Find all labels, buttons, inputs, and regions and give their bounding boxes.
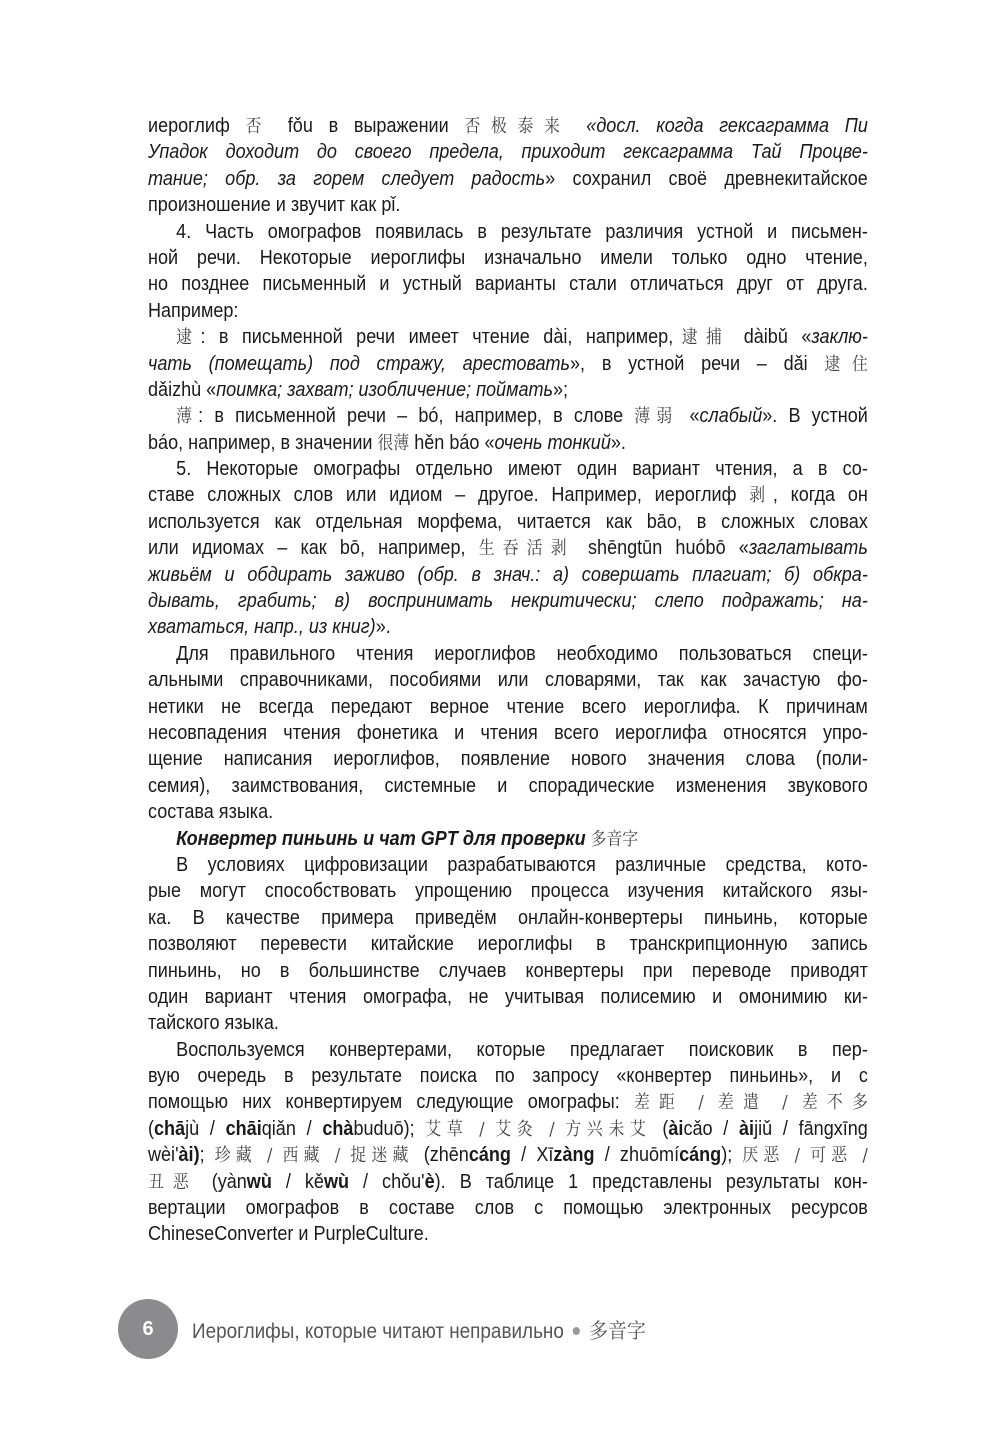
text-line bbox=[148, 720, 868, 746]
chinese-text: 差距 / 差遣 / 差不多 bbox=[633, 1092, 868, 1114]
text-run: используется как отдельная морфема, читается как bāo, в сложных словах bbox=[148, 509, 868, 533]
text-run: wèi' bbox=[148, 1143, 179, 1167]
page-footer bbox=[118, 1299, 818, 1359]
text-run: Например: bbox=[148, 298, 239, 322]
text-run: ка. В качестве примера приведём онлайн-конвертеры пиньинь, которые bbox=[148, 905, 868, 929]
text-run: « bbox=[678, 404, 700, 428]
text-run: jù / bbox=[185, 1116, 226, 1140]
text-run: слабый bbox=[699, 404, 763, 428]
running-title-text: Иероглифы, которые читают неправильно bbox=[192, 1320, 564, 1343]
text-run: Для правильного чтения иероглифов необходимо пользоваться специ- bbox=[176, 641, 868, 665]
text-line bbox=[148, 641, 868, 667]
text-run: chā bbox=[154, 1116, 186, 1140]
text-line bbox=[148, 667, 868, 693]
text-run: / zhuōmí bbox=[594, 1143, 680, 1167]
text-run: ); bbox=[721, 1143, 743, 1167]
chinese-text: 薄弱 bbox=[634, 406, 679, 428]
text-run: рые могут способствовать упрощению процесса изучения китайского язы- bbox=[148, 879, 868, 903]
text-line bbox=[148, 694, 868, 720]
running-title bbox=[192, 1315, 646, 1345]
text-run: 4. Часть омографов появилась в результате различия устной и письмен- bbox=[176, 219, 868, 243]
text-line bbox=[148, 931, 868, 957]
text-run: / chǒu' bbox=[349, 1169, 425, 1193]
text-run: позволяют перевести китайские иероглифы в транскрипционную запись bbox=[148, 932, 868, 956]
text-run: ài bbox=[668, 1116, 684, 1140]
text-run: но позднее письменный и устный варианты стали отличаться друг от друга. bbox=[148, 272, 868, 296]
text-run: qiǎn / bbox=[261, 1116, 323, 1140]
chinese-text: 生吞活剥 bbox=[478, 538, 575, 560]
text-run: jiǔ / fāngxīng bbox=[754, 1116, 868, 1140]
text-line bbox=[148, 166, 868, 192]
text-line bbox=[148, 562, 868, 588]
text-run: ». В устной bbox=[762, 404, 868, 428]
chinese-text: 珍藏 / 西藏 / 捉迷藏 bbox=[214, 1145, 414, 1167]
text-run: báo, например, в значении bbox=[148, 430, 378, 454]
text-run: : в письменной речи – bó, например, в слове bbox=[198, 404, 635, 428]
text-line bbox=[148, 588, 868, 614]
chinese-text: 否 bbox=[245, 116, 273, 137]
text-run: », в устной речи – dǎi bbox=[570, 351, 825, 375]
text-run: shēngtūn huóbō « bbox=[574, 536, 749, 560]
bullet-dot-icon bbox=[573, 1327, 580, 1335]
text-line bbox=[148, 219, 868, 245]
text-run: wù bbox=[323, 1169, 350, 1193]
chinese-text: 丑恶 bbox=[148, 1171, 198, 1193]
text-run: »; bbox=[553, 377, 569, 401]
text-line bbox=[148, 614, 868, 640]
text-run: Упадок доходит до своего предела, приходит гексаграмма Тай Процве- bbox=[148, 140, 868, 164]
text-run: fǒu в выражении bbox=[272, 114, 465, 137]
text-run: семия), заимствования, системные и спорадические изменения звукового bbox=[148, 773, 868, 797]
text-run: / kě bbox=[271, 1169, 324, 1193]
text-run: тайского языка. bbox=[148, 1011, 279, 1035]
text-run: несовпадения чтения фонетика и чтения всего иероглифа относятся упро- bbox=[148, 720, 868, 744]
text-line bbox=[148, 1195, 868, 1221]
text-run: вертации омографов в составе слов с помощью электронных ресурсов bbox=[148, 1196, 868, 1220]
text-line bbox=[148, 1169, 868, 1195]
text-line bbox=[148, 905, 868, 931]
text-run: 5. Некоторые омографы отдельно имеют один вариант чтения, а в со- bbox=[176, 457, 868, 481]
text-run: dàibǔ « bbox=[730, 325, 812, 349]
text-line bbox=[148, 1221, 868, 1247]
chinese-text: 厌恶 / 可恶 / bbox=[742, 1145, 868, 1167]
text-run: В условиях цифровизации разрабатываются различные средства, кото- bbox=[176, 852, 868, 876]
text-line bbox=[148, 456, 868, 482]
text-line bbox=[148, 403, 868, 429]
text-run: ài bbox=[739, 1116, 755, 1140]
chinese-text: 多音字 bbox=[590, 828, 639, 850]
body-text bbox=[148, 113, 868, 1248]
text-run: чать (помещать) под стражу, арестовать bbox=[148, 351, 571, 375]
text-run: или идиомах – как bō, например, bbox=[148, 536, 479, 560]
text-line bbox=[148, 958, 868, 984]
text-run: иероглиф bbox=[148, 114, 246, 137]
text-run: ( bbox=[651, 1116, 669, 1140]
text-line bbox=[148, 192, 868, 218]
text-run: ; bbox=[199, 1143, 215, 1167]
chinese-text: 逮 bbox=[176, 327, 201, 349]
text-line bbox=[148, 878, 868, 904]
text-run: ( bbox=[148, 1116, 155, 1140]
text-run: dǎizhù « bbox=[148, 377, 217, 401]
text-run: помощью них конвертируем следующие омографы: bbox=[148, 1090, 634, 1114]
page-number: 6 bbox=[118, 1299, 178, 1359]
text-line bbox=[148, 1037, 868, 1063]
text-run: альными справочниками, пособиями или словарями, так как зачастую фо- bbox=[148, 668, 868, 692]
text-run: ной речи. Некоторые иероглифы изначально имели только одно чтение, bbox=[148, 245, 868, 269]
text-run: / Xī bbox=[510, 1143, 554, 1167]
text-run: Воспользуемся конвертерами, которые предлагает поисковик в пер- bbox=[176, 1037, 868, 1061]
text-run: «досл. когда гексаграмма Пи bbox=[570, 114, 868, 137]
chinese-text: 剥 bbox=[749, 485, 773, 507]
text-run: дывать, грабить; в) воспринимать некритически; слепо подражать; на- bbox=[148, 589, 868, 613]
text-run: cáng bbox=[468, 1143, 511, 1167]
text-line bbox=[148, 298, 868, 324]
text-run: щение написания иероглифов, появление нового значения слова (поли- bbox=[148, 747, 868, 771]
text-line bbox=[148, 245, 868, 271]
text-run: состава языка. bbox=[148, 800, 274, 824]
text-run: ChineseConverter и PurpleCulture. bbox=[148, 1222, 429, 1246]
text-line bbox=[148, 799, 868, 825]
text-run: ». bbox=[375, 615, 391, 639]
text-line bbox=[148, 746, 868, 772]
text-run: заглатывать bbox=[748, 536, 868, 560]
text-line bbox=[148, 984, 868, 1010]
text-line bbox=[148, 1142, 868, 1168]
text-line bbox=[148, 852, 868, 878]
text-run: ). В таблице 1 представлены результаты кон- bbox=[434, 1169, 868, 1193]
text-run: buduō); bbox=[353, 1116, 426, 1140]
chinese-text: 逮住 bbox=[824, 353, 868, 375]
text-line bbox=[148, 139, 868, 165]
text-run: » сохранил своё древнекитайское bbox=[545, 166, 868, 190]
text-run: cáng bbox=[679, 1143, 722, 1167]
text-run: ставе сложных слов или идиом – другое. Например, иероглиф bbox=[148, 483, 750, 507]
text-line bbox=[148, 324, 868, 350]
text-run: hěn báo « bbox=[409, 430, 495, 454]
text-run: вую очередь в результате поиска по запросу «конвертер пиньинь», и с bbox=[148, 1064, 868, 1088]
text-line bbox=[148, 271, 868, 297]
text-run: поимка; захват; изобличение; поймать bbox=[216, 377, 554, 401]
text-run: хвататься, напр., из книг) bbox=[148, 615, 376, 639]
text-run: один вариант чтения омографа, не учитывая полисемию и омонимию ки- bbox=[148, 984, 868, 1008]
running-title-cjk: 多音字 bbox=[589, 1319, 646, 1343]
text-line bbox=[148, 535, 868, 561]
text-run: chāi bbox=[225, 1116, 262, 1140]
text-run: живьём и обдирать заживо (обр. в знач.: а) совершать плагиат; б) обкра- bbox=[148, 562, 868, 586]
text-run: : в письменной речи имеет чтение dài, например, bbox=[200, 325, 674, 349]
text-run: è bbox=[424, 1169, 435, 1193]
chinese-text: 逮捕 bbox=[673, 327, 731, 349]
text-line bbox=[148, 1063, 868, 1089]
text-run: (zhēn bbox=[413, 1143, 469, 1167]
section-heading bbox=[148, 826, 868, 852]
text-line bbox=[148, 113, 868, 139]
text-line bbox=[148, 482, 868, 508]
text-line bbox=[148, 509, 868, 535]
text-run: (yàn bbox=[197, 1169, 247, 1193]
chinese-text: 薄 bbox=[176, 406, 199, 428]
text-line bbox=[148, 1116, 868, 1142]
text-line bbox=[148, 351, 868, 377]
text-run: zàng bbox=[553, 1143, 595, 1167]
text-run: нетики не всегда передают верное чтение всего иероглифа. К причинам bbox=[148, 694, 868, 718]
text-run: cǎo / bbox=[683, 1116, 740, 1140]
chinese-text: 很薄 bbox=[377, 432, 410, 454]
chinese-text: 否极泰来 bbox=[464, 116, 571, 137]
text-run: wù bbox=[246, 1169, 272, 1193]
text-line bbox=[148, 773, 868, 799]
text-line bbox=[148, 430, 868, 456]
text-run: chà bbox=[322, 1116, 354, 1140]
text-run: , когда он bbox=[772, 483, 868, 507]
text-run: Конвертер пиньинь и чат GPT для проверки bbox=[176, 826, 591, 850]
text-run: ài) bbox=[178, 1143, 200, 1167]
text-run: заклю- bbox=[811, 325, 868, 349]
text-run: очень тонкий bbox=[494, 430, 611, 454]
text-run: ». bbox=[610, 430, 626, 454]
text-run: произношение и звучит как pǐ. bbox=[148, 193, 401, 217]
chinese-text: 艾草 / 艾灸 / 方兴未艾 bbox=[425, 1118, 652, 1140]
text-line bbox=[148, 377, 868, 403]
text-run: пиньинь, но в большинстве случаев конвертеры при переводе приводят bbox=[148, 958, 868, 982]
text-line bbox=[148, 1010, 868, 1036]
text-run: тание; обр. за горем следует радость bbox=[148, 166, 546, 190]
text-line bbox=[148, 1089, 868, 1115]
